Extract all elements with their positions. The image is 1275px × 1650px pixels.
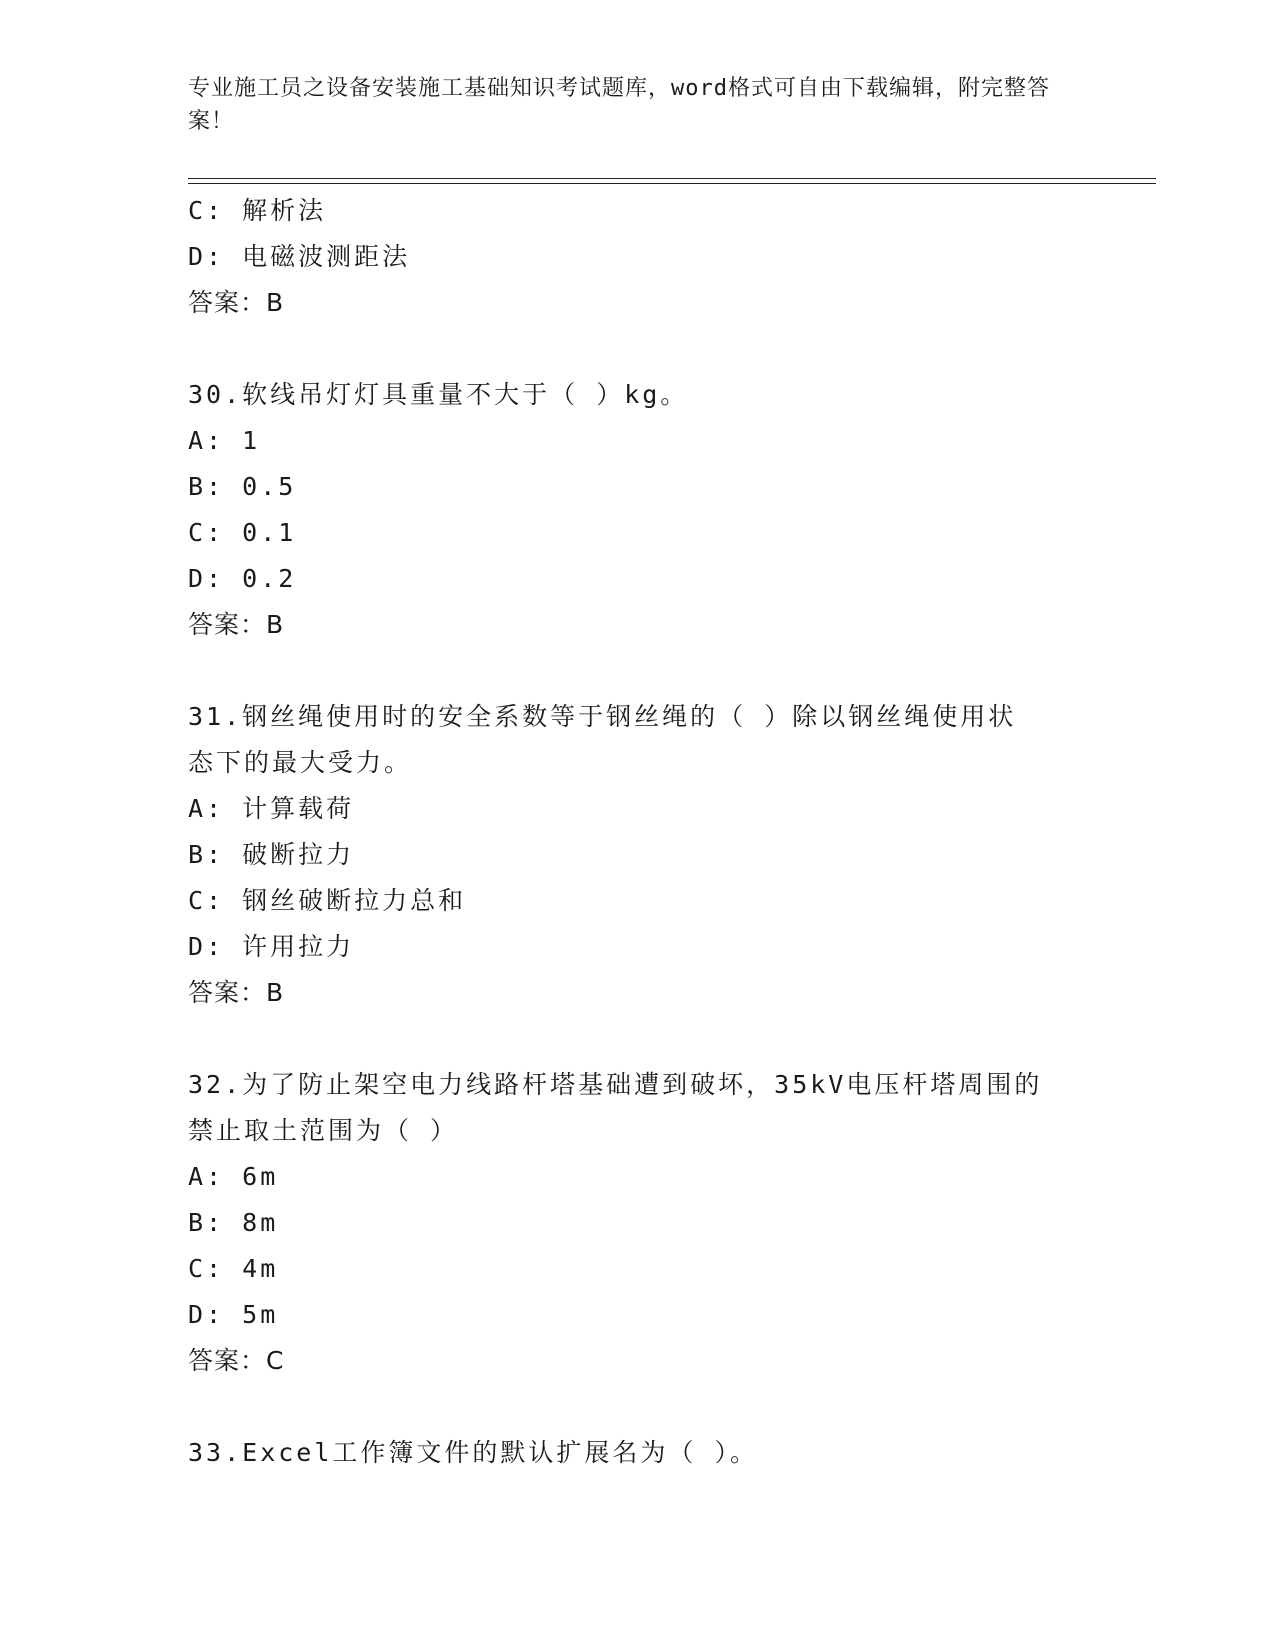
question-33 [188,1430,1088,1476]
option-d: D: 电磁波测距法 [188,242,411,271]
question-stem: 31.钢丝绳使用时的安全系数等于钢丝绳的（ ）除以钢丝绳使用状态下的最大受力。 [188,702,1017,777]
option-d: D: 许用拉力 [188,932,355,961]
option-b: B: 0.5 [188,472,297,501]
option-a: A: 6m [188,1162,279,1191]
question-32 [188,1062,1088,1384]
answer-line: 答案：B [188,978,285,1007]
question-stem: 30.软线吊灯灯具重量不大于（ ）kg。 [188,380,689,409]
option-b: B: 8m [188,1208,279,1237]
question-30 [188,372,1088,648]
document-body [188,188,1088,1476]
option-c: C: 0.1 [188,518,297,547]
answer-line: 答案：B [188,610,285,639]
document-header [188,72,1068,138]
header-rule-top [188,178,1156,179]
option-a: A: 1 [188,426,261,455]
option-c: C: 钢丝破断拉力总和 [188,886,467,915]
header-rule-bottom [188,183,1156,184]
answer-line: 答案：C [188,1346,285,1375]
option-b: B: 破断拉力 [188,840,355,869]
option-d: D: 0.2 [188,564,297,593]
option-c: C: 4m [188,1254,279,1283]
option-d: D: 5m [188,1300,279,1329]
question-stem: 33.Excel工作簿文件的默认扩展名为（ ）。 [188,1438,758,1467]
question-29-continued [188,188,1088,326]
option-c: C: 解析法 [188,196,327,225]
question-stem: 32.为了防止架空电力线路杆塔基础遭到破坏，35kV电压杆塔周围的禁止取土范围为（ ） [188,1070,1043,1145]
header-title: 专业施工员之设备安装施工基础知识考试题库，word格式可自由下载编辑，附完整答案！ [188,76,1050,134]
option-a: A: 计算载荷 [188,794,355,823]
question-31 [188,694,1088,1016]
answer-line: 答案：B [188,288,285,317]
